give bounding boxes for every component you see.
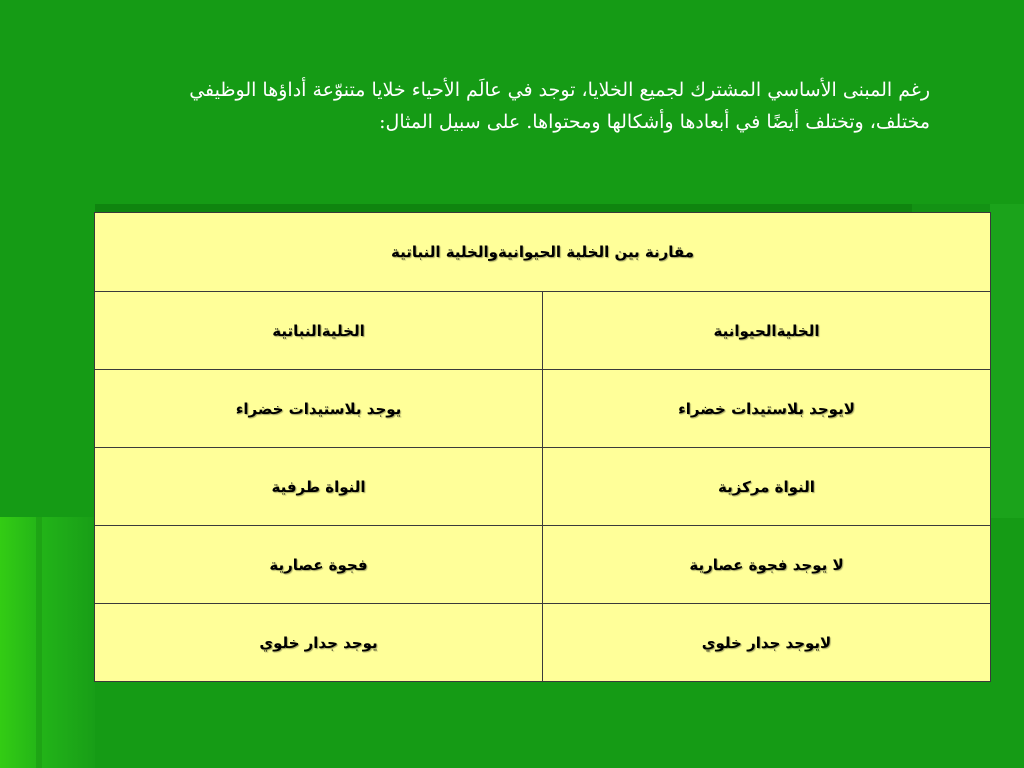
background-band-right-inner [990,204,1024,518]
comparison-table [94,212,991,682]
intro-line-1: رغم المبنى الأساسي المشترك لجميع الخلايا، توجد في عالَم الأحياء خلايا متنوّعة أداؤها الوظيفي [189,79,930,101]
plant-cell: يوجد بلاستيدات خضراء [95,370,543,448]
intro-paragraph [40,74,930,138]
header-plant-cell: الخليةالنباتية [95,292,543,370]
plant-cell: النواة طرفية [95,448,543,526]
intro-line-2: مختلف، وتختلف أيضًا في أبعادها وأشكالها ومحتواها. على سبيل المثال: [379,111,930,133]
animal-cell: لايوجد بلاستيدات خضراء [543,370,991,448]
table-row [95,526,991,604]
background-band-left [0,517,95,768]
plant-cell: يوجد جدار خلوي [95,604,543,682]
table-row [95,448,991,526]
background-top-strip [95,204,912,212]
animal-cell: لايوجد جدار خلوي [543,604,991,682]
table-title-row [95,213,991,292]
table-title: مقارنة بين الخلية الحيوانيةوالخلية النباتية [95,213,991,292]
table-header-row [95,292,991,370]
animal-cell: لا يوجد فجوة عصارية [543,526,991,604]
table-row [95,604,991,682]
table-row [95,370,991,448]
plant-cell: فجوة عصارية [95,526,543,604]
background-strip [36,517,42,768]
animal-cell: النواة مركزية [543,448,991,526]
header-animal-cell: الخليةالحيوانية [543,292,991,370]
